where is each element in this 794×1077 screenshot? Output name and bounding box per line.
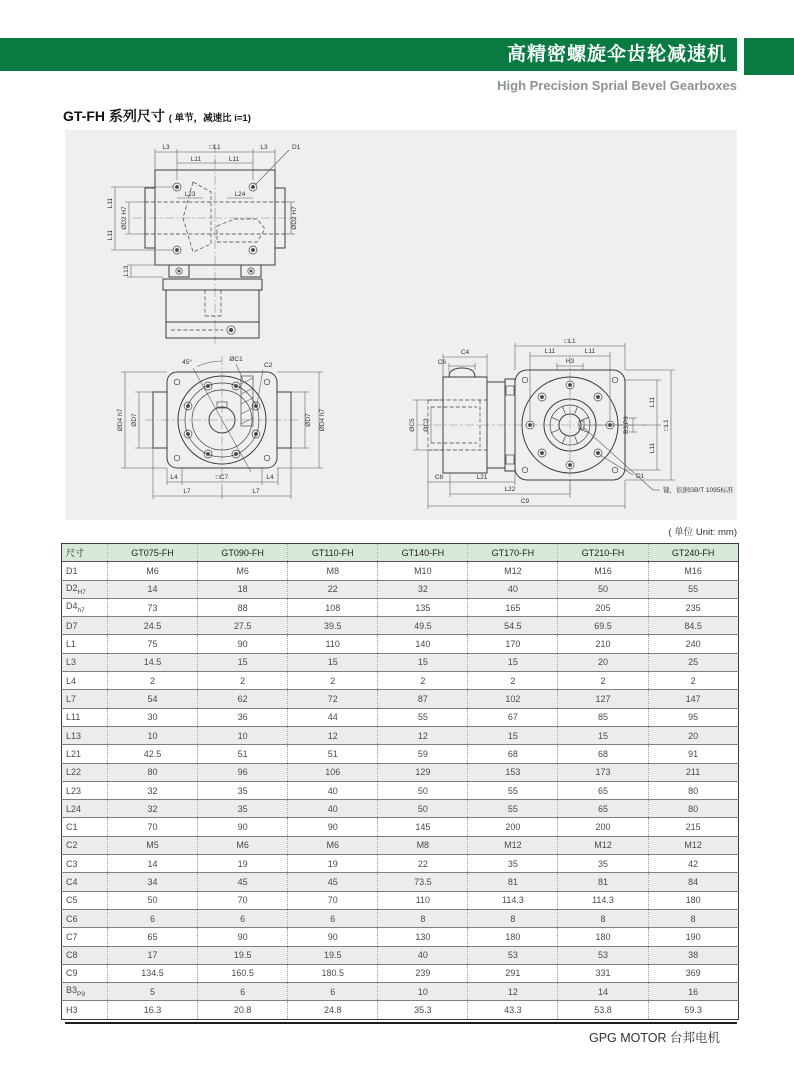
dim-label: L11 (584, 348, 596, 355)
dim-label: C9 (520, 498, 530, 505)
dim-cell: 38 (648, 946, 738, 964)
dim-cell: 35 (468, 855, 558, 873)
table-row (62, 708, 739, 726)
face-view-drawing (117, 356, 326, 499)
row-label: $D4_{h7}$ (62, 598, 108, 616)
dim-label: L7 (252, 488, 260, 495)
dim-cell: M8 (288, 562, 378, 580)
header-accent-block (744, 38, 794, 75)
footer-divider (65, 1022, 737, 1024)
dim-cell: 15 (468, 726, 558, 744)
dim-cell: 114.3 (468, 891, 558, 909)
dim-cell: 51 (288, 745, 378, 763)
dim-label: L11 (649, 442, 656, 454)
dim-cell: 80 (648, 800, 738, 818)
dim-label: H3 (565, 358, 575, 365)
dim-cell: 22 (288, 580, 378, 598)
header-banner (0, 38, 737, 71)
row-label: C6 (62, 909, 108, 927)
dim-cell: 88 (198, 598, 288, 616)
dim-cell: 95 (648, 708, 738, 726)
row-label: L4 (62, 672, 108, 690)
dim-cell: 6 (108, 909, 198, 927)
dim-cell: 84.5 (648, 617, 738, 635)
row-label: L23 (62, 781, 108, 799)
section-title-note: ( 单节，减速比 i=1) (168, 113, 251, 124)
dim-label: L3 (162, 144, 170, 151)
dim-cell: 69.5 (558, 617, 648, 635)
dim-cell: 55 (378, 708, 468, 726)
dim-cell: 15 (558, 726, 648, 744)
dim-label: ØD4 h7 (117, 408, 124, 432)
dim-cell: 5 (108, 983, 198, 1001)
dim-cell: 239 (378, 964, 468, 982)
dim-cell: M6 (288, 836, 378, 854)
column-header: GT210-FH (558, 544, 648, 562)
dim-cell: 8 (378, 909, 468, 927)
dim-cell: 84 (648, 873, 738, 891)
dim-cell: M5 (108, 836, 198, 854)
page-title: 高精密螺旋伞齿轮减速机 (506, 44, 727, 65)
dim-cell: 44 (288, 708, 378, 726)
dim-cell: M6 (108, 562, 198, 580)
dim-cell: 53.8 (558, 1001, 648, 1019)
dim-label: L22 (504, 486, 516, 493)
dim-label: L11 (107, 229, 114, 241)
row-label: H3 (62, 1001, 108, 1019)
dim-label: ØD4 h7 (319, 408, 326, 432)
dim-cell: 73 (108, 598, 198, 616)
dim-cell: 6 (288, 909, 378, 927)
dim-cell: M16 (648, 562, 738, 580)
dim-cell: 45 (198, 873, 288, 891)
dim-cell: 85 (558, 708, 648, 726)
table-row (62, 745, 739, 763)
dim-cell: M6 (198, 562, 288, 580)
dim-label: 45° (182, 359, 192, 366)
dim-label: □C7 (215, 474, 229, 481)
dim-cell: 12 (378, 726, 468, 744)
dim-cell: 14.5 (108, 653, 198, 671)
dim-cell: 55 (648, 580, 738, 598)
dim-cell: 40 (288, 781, 378, 799)
dim-cell: 110 (378, 891, 468, 909)
dim-label: ØD2 H7 (291, 206, 298, 230)
table-row (62, 818, 739, 836)
drawing-panel (65, 130, 737, 520)
dim-cell: 36 (198, 708, 288, 726)
dim-label: C8 (434, 474, 444, 481)
dim-label: D1 (292, 144, 301, 151)
dim-cell: 20 (558, 653, 648, 671)
dim-label: L13 (123, 265, 130, 277)
dim-label: C4 (460, 349, 470, 356)
dim-cell: 129 (378, 763, 468, 781)
dim-cell: M8 (378, 836, 468, 854)
table-row (62, 653, 739, 671)
table-row (62, 763, 739, 781)
dim-cell: 6 (198, 983, 288, 1001)
row-label: C4 (62, 873, 108, 891)
dim-cell: 43.3 (468, 1001, 558, 1019)
dim-cell: 19.5 (288, 946, 378, 964)
table-row (62, 672, 739, 690)
dim-cell: 8 (558, 909, 648, 927)
dim-cell: 70 (288, 891, 378, 909)
footer-brand: GPG MOTOR 台邦电机 (588, 1031, 720, 1045)
dim-cell: 34 (108, 873, 198, 891)
dim-cell: 14 (558, 983, 648, 1001)
dim-cell: 25 (648, 653, 738, 671)
column-header: GT170-FH (468, 544, 558, 562)
dim-cell: 2 (198, 672, 288, 690)
dim-cell: 32 (108, 781, 198, 799)
dim-cell: 55 (468, 800, 558, 818)
dim-cell: 65 (558, 781, 648, 799)
dim-cell: 17 (108, 946, 198, 964)
dim-cell: 153 (468, 763, 558, 781)
dim-cell: 49.5 (378, 617, 468, 635)
dim-cell: 70 (198, 891, 288, 909)
dim-cell: 215 (648, 818, 738, 836)
key-standard-note: 键，依据GB/T 1095标准 (663, 487, 734, 494)
table-row (62, 964, 739, 982)
row-label: L24 (62, 800, 108, 818)
dim-label: L24 (234, 191, 246, 198)
dim-cell: 170 (468, 635, 558, 653)
dim-label: L11 (107, 197, 114, 209)
dim-cell: 22 (378, 855, 468, 873)
dim-cell: 51 (198, 745, 288, 763)
table-row (62, 891, 739, 909)
table-row (62, 690, 739, 708)
dim-cell: 81 (468, 873, 558, 891)
row-label: C2 (62, 836, 108, 854)
dim-cell: 12 (468, 983, 558, 1001)
dim-cell: 165 (468, 598, 558, 616)
dim-cell: 91 (648, 745, 738, 763)
dim-cell: 180 (468, 928, 558, 946)
row-label: C1 (62, 818, 108, 836)
dim-cell: 173 (558, 763, 648, 781)
dim-cell: 147 (648, 690, 738, 708)
row-label-header: 尺寸 (62, 544, 108, 562)
dim-cell: 331 (558, 964, 648, 982)
dim-label: ØD7 (131, 413, 138, 427)
column-header: GT140-FH (378, 544, 468, 562)
row-label: D1 (62, 562, 108, 580)
dim-cell: 15 (468, 653, 558, 671)
dim-cell: 81 (558, 873, 648, 891)
table-row (62, 580, 739, 598)
dim-label: □L1 (209, 144, 221, 151)
dim-cell: 6 (288, 983, 378, 1001)
dim-label: ØC3 (423, 418, 430, 432)
dim-cell: 15 (198, 653, 288, 671)
unit-note: ( 单位 Unit: mm) (668, 527, 737, 538)
dim-cell: 90 (198, 928, 288, 946)
dim-cell: 114.3 (558, 891, 648, 909)
dim-cell: 19 (198, 855, 288, 873)
dim-cell: 80 (108, 763, 198, 781)
dim-cell: 75 (108, 635, 198, 653)
dim-label: L11 (228, 156, 240, 163)
table-header (62, 544, 739, 562)
dim-cell: 10 (378, 983, 468, 1001)
dim-label: L21 (476, 474, 488, 481)
dim-cell: 87 (378, 690, 468, 708)
dim-cell: 70 (108, 818, 198, 836)
dim-label: B3 P9 (623, 416, 630, 434)
dim-cell: 180 (648, 891, 738, 909)
dim-cell: 50 (378, 781, 468, 799)
dim-cell: 2 (558, 672, 648, 690)
dim-cell: 35 (558, 855, 648, 873)
dim-cell: 235 (648, 598, 738, 616)
row-label: L1 (62, 635, 108, 653)
dim-cell: M6 (198, 836, 288, 854)
dim-cell: 90 (288, 818, 378, 836)
dim-cell: 135 (378, 598, 468, 616)
dim-cell: 35 (198, 800, 288, 818)
dim-cell: 6 (198, 909, 288, 927)
dim-label: C6 (437, 359, 446, 366)
dim-label: ØC5 (409, 418, 416, 432)
row-label: D7 (62, 617, 108, 635)
dim-cell: M12 (468, 562, 558, 580)
dim-cell: M12 (648, 836, 738, 854)
dim-cell: 200 (558, 818, 648, 836)
dim-label: C2 (264, 362, 273, 369)
dim-cell: 35.3 (378, 1001, 468, 1019)
dim-cell: 15 (288, 653, 378, 671)
dim-label: L4 (170, 474, 178, 481)
dim-cell: 8 (468, 909, 558, 927)
dim-cell: 10 (198, 726, 288, 744)
table-row (62, 855, 739, 873)
table-row (62, 1001, 739, 1019)
section-title-main: GT-FH 系列尺寸 (63, 108, 165, 124)
dim-cell: 18 (198, 580, 288, 598)
dim-cell: 68 (558, 745, 648, 763)
row-label: C8 (62, 946, 108, 964)
dim-cell: 20 (648, 726, 738, 744)
dim-cell: 72 (288, 690, 378, 708)
table-row (62, 562, 739, 580)
row-label: L11 (62, 708, 108, 726)
dim-cell: 106 (288, 763, 378, 781)
dim-cell: 210 (558, 635, 648, 653)
dim-cell: 32 (378, 580, 468, 598)
dimension-table-wrap (61, 543, 738, 1020)
dim-cell: 102 (468, 690, 558, 708)
dim-cell: M16 (558, 562, 648, 580)
dim-cell: 40 (378, 946, 468, 964)
dim-cell: 134.5 (108, 964, 198, 982)
table-row (62, 726, 739, 744)
dim-cell: 14 (108, 855, 198, 873)
row-label: C7 (62, 928, 108, 946)
column-header: GT110-FH (288, 544, 378, 562)
dim-cell: 12 (288, 726, 378, 744)
dim-cell: 67 (468, 708, 558, 726)
header-row (62, 544, 739, 562)
table-row (62, 836, 739, 854)
dim-cell: 16 (648, 983, 738, 1001)
dimension-table (61, 543, 739, 1020)
dim-label: ØD2 H7 (121, 206, 128, 230)
row-label: $B3_{P9}$ (62, 983, 108, 1001)
table-body (62, 562, 739, 1019)
dim-cell: 2 (378, 672, 468, 690)
dim-cell: 10 (108, 726, 198, 744)
dim-cell: 140 (378, 635, 468, 653)
dim-cell: 59.3 (648, 1001, 738, 1019)
dim-cell: 108 (288, 598, 378, 616)
dim-label: D1 (636, 473, 645, 480)
dim-cell: 180.5 (288, 964, 378, 982)
dim-cell: 211 (648, 763, 738, 781)
dim-cell: 55 (468, 781, 558, 799)
page-subtitle: High Precision Sprial Bevel Gearboxes (497, 78, 737, 93)
dim-cell: 30 (108, 708, 198, 726)
dim-cell: 2 (648, 672, 738, 690)
dim-cell: 240 (648, 635, 738, 653)
dim-cell: 90 (198, 635, 288, 653)
dim-cell: 45 (288, 873, 378, 891)
dim-cell: 62 (198, 690, 288, 708)
row-label: L22 (62, 763, 108, 781)
dim-cell: 200 (468, 818, 558, 836)
dim-cell: 42.5 (108, 745, 198, 763)
row-label: L3 (62, 653, 108, 671)
row-label: L21 (62, 745, 108, 763)
dim-label: L11 (649, 396, 656, 408)
dim-cell: 53 (558, 946, 648, 964)
dim-cell: 291 (468, 964, 558, 982)
dim-label: ØD7 (305, 413, 312, 427)
dim-cell: 190 (648, 928, 738, 946)
section-title (63, 106, 251, 126)
table-row (62, 781, 739, 799)
dim-cell: 19 (288, 855, 378, 873)
dim-cell: 145 (378, 818, 468, 836)
dim-cell: 180 (558, 928, 648, 946)
dim-cell: 42 (648, 855, 738, 873)
dim-cell: 24.5 (108, 617, 198, 635)
table-row (62, 928, 739, 946)
dim-cell: 80 (648, 781, 738, 799)
column-header: GT240-FH (648, 544, 738, 562)
technical-drawings (65, 130, 737, 520)
dim-cell: 39.5 (288, 617, 378, 635)
dim-label: L4 (266, 474, 274, 481)
dim-label: L11 (544, 348, 556, 355)
dim-cell: 205 (558, 598, 648, 616)
row-label: L13 (62, 726, 108, 744)
table-row (62, 909, 739, 927)
row-label: L7 (62, 690, 108, 708)
table-row (62, 946, 739, 964)
dim-cell: 32 (108, 800, 198, 818)
dim-cell: 65 (558, 800, 648, 818)
dim-cell: 24.8 (288, 1001, 378, 1019)
dim-cell: 2 (288, 672, 378, 690)
dim-cell: 54.5 (468, 617, 558, 635)
dim-label: L7 (183, 488, 191, 495)
side-view-drawing (409, 338, 734, 509)
dim-cell: M12 (468, 836, 558, 854)
dim-cell: 20.8 (198, 1001, 288, 1019)
dim-cell: 40 (288, 800, 378, 818)
dim-label: ØC1 (229, 356, 243, 363)
dim-cell: 50 (108, 891, 198, 909)
dim-cell: 35 (198, 781, 288, 799)
dim-cell: 40 (468, 580, 558, 598)
dim-cell: 53 (468, 946, 558, 964)
dim-label: L23 (184, 191, 196, 198)
dim-cell: 8 (648, 909, 738, 927)
dim-cell: M10 (378, 562, 468, 580)
table-row (62, 617, 739, 635)
dim-label: □L1 (564, 338, 576, 345)
dim-cell: 73.5 (378, 873, 468, 891)
dim-cell: 14 (108, 580, 198, 598)
dim-cell: 160.5 (198, 964, 288, 982)
dim-cell: 2 (468, 672, 558, 690)
dim-cell: 19.5 (198, 946, 288, 964)
dim-cell: 369 (648, 964, 738, 982)
dim-cell: 127 (558, 690, 648, 708)
table-row (62, 635, 739, 653)
row-label: $D2_{H7}$ (62, 580, 108, 598)
table-row (62, 598, 739, 616)
dim-cell: 50 (558, 580, 648, 598)
dim-cell: 130 (378, 928, 468, 946)
dim-cell: 90 (198, 818, 288, 836)
row-label: C3 (62, 855, 108, 873)
dim-label: L11 (190, 156, 202, 163)
table-row (62, 983, 739, 1001)
dim-cell: 2 (108, 672, 198, 690)
row-label: C5 (62, 891, 108, 909)
dim-cell: 54 (108, 690, 198, 708)
dim-cell: 59 (378, 745, 468, 763)
dim-label: □L1 (663, 419, 670, 431)
dim-cell: 90 (288, 928, 378, 946)
dim-cell: 65 (108, 928, 198, 946)
dim-cell: 15 (378, 653, 468, 671)
dim-cell: 16.3 (108, 1001, 198, 1019)
dim-label: L3 (260, 144, 268, 151)
table-row (62, 873, 739, 891)
dim-cell: 96 (198, 763, 288, 781)
row-label: C9 (62, 964, 108, 982)
dim-cell: 110 (288, 635, 378, 653)
column-header: GT090-FH (198, 544, 288, 562)
dim-cell: 27.5 (198, 617, 288, 635)
dim-cell: M12 (558, 836, 648, 854)
column-header: GT075-FH (108, 544, 198, 562)
table-row (62, 800, 739, 818)
front-view-drawing (107, 144, 301, 344)
dim-cell: 50 (378, 800, 468, 818)
dim-cell: 68 (468, 745, 558, 763)
